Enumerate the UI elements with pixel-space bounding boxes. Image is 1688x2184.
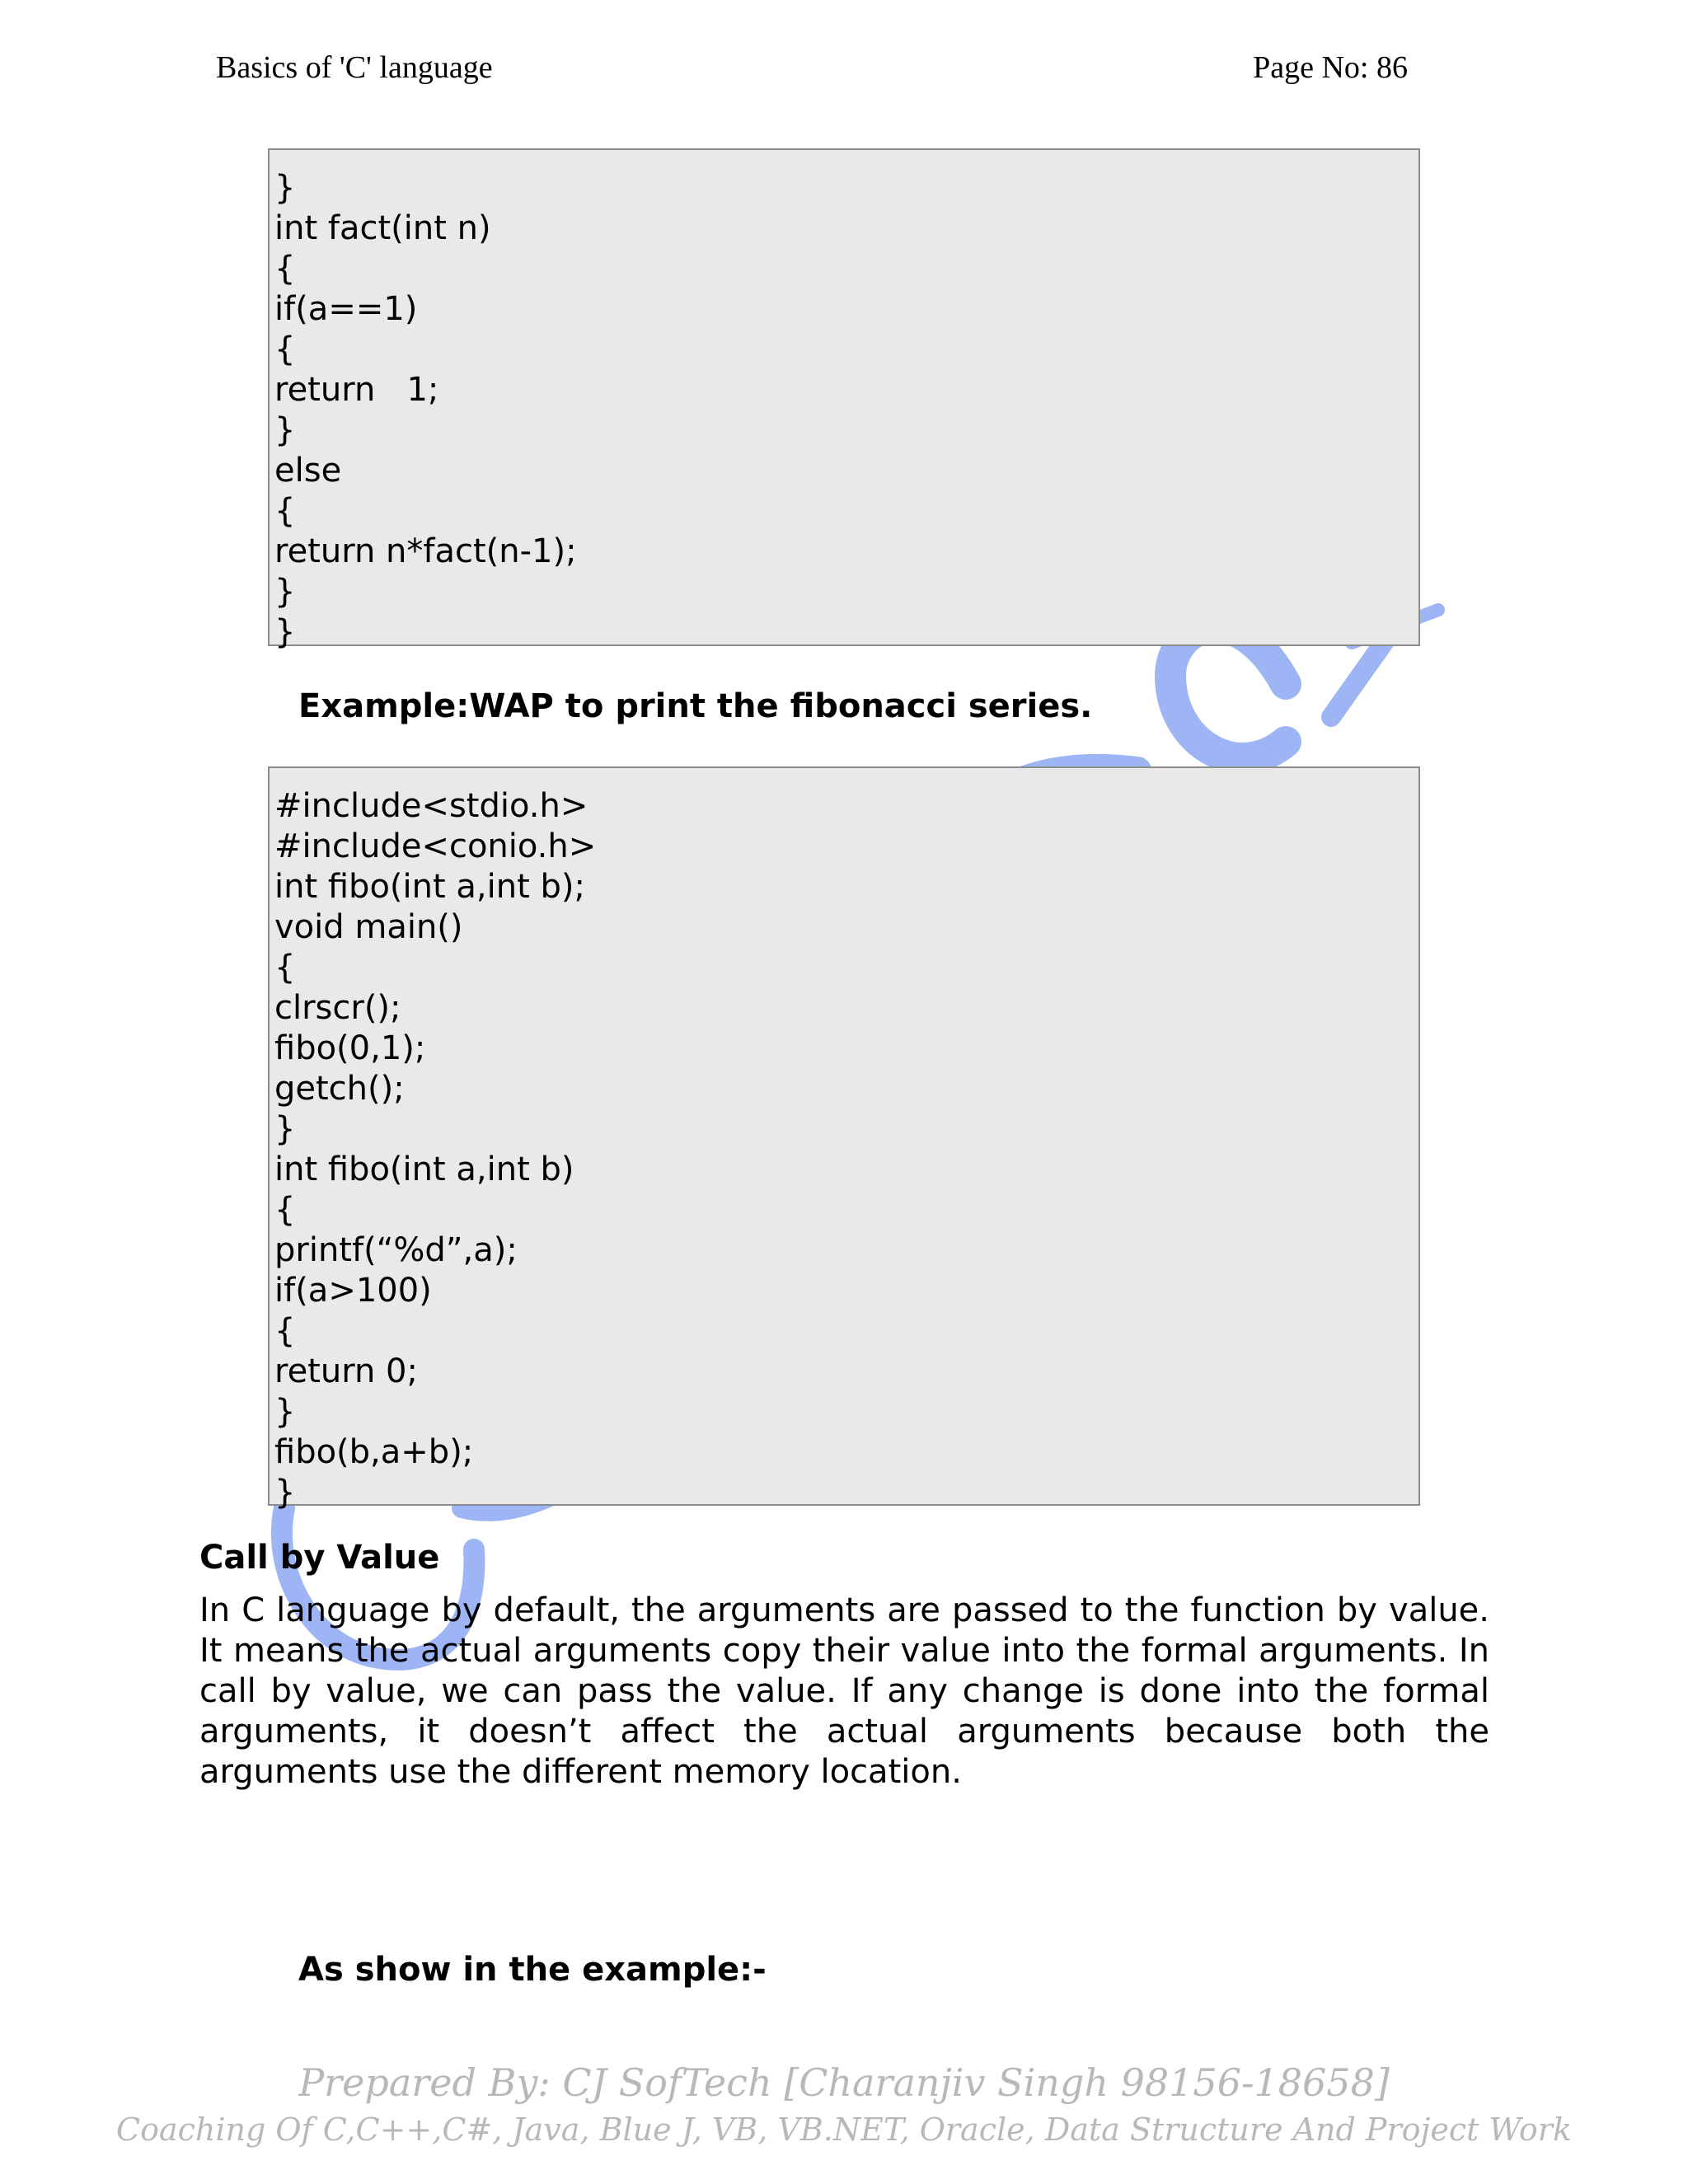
code-block-fibonacci — [268, 766, 1420, 1511]
code-line: { — [274, 492, 296, 530]
code-line: { — [274, 330, 296, 368]
code-line: } — [274, 613, 296, 651]
code-line: if(a==1) — [274, 290, 418, 328]
footer-coaching: Coaching Of C,C++,C#, Java, Blue J, VB, VB.NET, Oracle, Data Structure And Project Work — [116, 2111, 1572, 2148]
code-line: #include<conio.h> — [274, 827, 597, 865]
code-line: fibo(b,a+b); — [274, 1433, 474, 1471]
code-line: clrscr(); — [274, 989, 401, 1027]
code-line: { — [274, 949, 296, 987]
code-block-factorial — [268, 148, 1420, 651]
code-line: if(a>100) — [274, 1272, 432, 1310]
code-line: } — [274, 1474, 296, 1511]
code-line: printf(“%d”,a); — [274, 1231, 518, 1269]
code-line: { — [274, 250, 296, 288]
fibonacci-example-heading: Example:WAP to print the fibonacci series. — [298, 687, 1093, 725]
code-line: else — [274, 452, 342, 490]
code-line: return 0; — [274, 1352, 418, 1390]
code-line: return n*fact(n-1); — [274, 532, 577, 570]
code-line: getch(); — [274, 1070, 405, 1108]
header-title: Basics of 'C' language — [216, 50, 493, 85]
code-line: } — [274, 411, 296, 449]
code-line: } — [274, 1110, 296, 1148]
code-line: return 1; — [274, 371, 439, 409]
example-heading: As show in the example:- — [298, 1951, 767, 1989]
footer-prepared-by: Prepared By: CJ SofTech [Charanjiv Singh 98156-18658] — [298, 2060, 1390, 2105]
code-line: #include<stdio.h> — [274, 787, 588, 825]
call-by-value-paragraph: In C language by default, the arguments are passed to the function by value. It means the actual arguments copy their value into the formal arguments. In call by value, we can pass the value. If any change is done into the formal arguments, it doesn’t affect the actual arguments because both the arguments use the different memory location. — [199, 1591, 1489, 1791]
page-number: Page No: 86 — [1253, 50, 1408, 85]
code-line: } — [274, 1393, 296, 1431]
code-line: { — [274, 1191, 296, 1229]
code-line: int fibo(int a,int b); — [274, 868, 585, 906]
code-line: fibo(0,1); — [274, 1029, 426, 1067]
code-line: } — [274, 169, 296, 207]
call-by-value-heading: Call by Value — [199, 1539, 440, 1577]
code-line: } — [274, 573, 296, 611]
code-line: int fact(int n) — [274, 209, 491, 247]
code-line: int fibo(int a,int b) — [274, 1151, 574, 1188]
code-line: { — [274, 1312, 296, 1350]
code-line: void main() — [274, 908, 463, 946]
